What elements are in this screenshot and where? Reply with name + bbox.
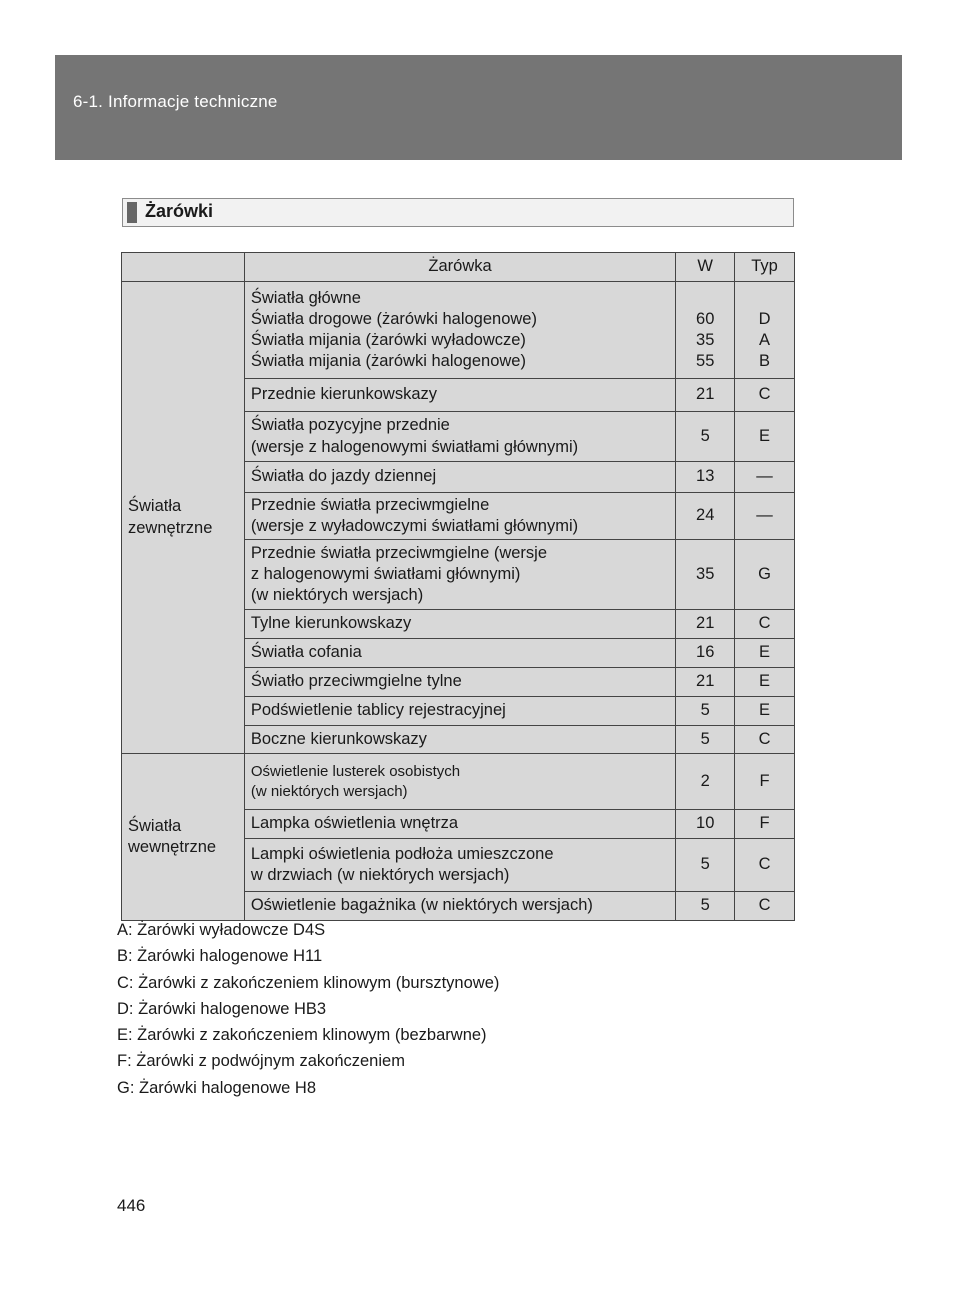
bulb-wattage-line: 5 xyxy=(700,896,710,915)
bulb-type-line: B xyxy=(759,352,771,371)
bulb-type xyxy=(735,639,795,668)
bulb-type xyxy=(735,493,795,540)
bulb-name-line: Światła mijania (żarówki halogenowe) xyxy=(250,352,526,371)
bulb-name-line: Oświetlenie bagażnika (w niektórych wersjach) xyxy=(250,896,593,915)
bulb-wattage-line: 60 xyxy=(696,309,715,328)
bulb-type-line: F xyxy=(759,771,770,790)
bulb-wattage-line: 10 xyxy=(696,814,715,833)
bulb-name-line: z halogenowymi światłami głównymi) xyxy=(250,564,521,583)
bulb-name-line: Boczne kierunkowskazy xyxy=(250,729,427,748)
section-heading xyxy=(122,198,794,227)
bulb-name-line: Światła pozycyjne przednie xyxy=(250,416,450,435)
bulb-wattage xyxy=(676,540,735,610)
bulb-wattage xyxy=(676,493,735,540)
bulb-wattage xyxy=(676,379,735,412)
bulb-type xyxy=(735,282,795,379)
bulb-name xyxy=(244,668,675,697)
bulb-wattage-line: 5 xyxy=(700,701,710,720)
bulb-wattage xyxy=(676,697,735,726)
legend-item: C: Żarówki z zakończeniem klinowym (bursztynowe) xyxy=(117,973,500,992)
bulb-wattage xyxy=(676,282,735,379)
bulb-wattage-line: 24 xyxy=(696,506,715,525)
bulb-wattage-line: 55 xyxy=(696,352,715,371)
bulb-name xyxy=(244,412,675,462)
bulb-wattage xyxy=(676,839,735,892)
bulb-type-line: E xyxy=(759,672,771,691)
col-header-type: Typ xyxy=(735,253,795,282)
bulb-type-line: C xyxy=(758,896,771,915)
bulb-name-line: Podświetlenie tablicy rejestracyjnej xyxy=(250,701,506,720)
bulb-type-line: D xyxy=(758,309,771,328)
table-row xyxy=(122,754,795,810)
bulb-wattage-line: 5 xyxy=(700,855,710,874)
bulb-name-line: Tylne kierunkowskazy xyxy=(250,614,412,633)
bulb-type-line: — xyxy=(756,506,773,525)
bulb-name xyxy=(244,839,675,892)
bulb-wattage xyxy=(676,754,735,810)
legend-item: F: Żarówki z podwójnym zakończeniem xyxy=(117,1052,405,1071)
legend-item: G: Żarówki halogenowe H8 xyxy=(117,1078,317,1097)
bulb-table xyxy=(121,252,795,921)
bulb-wattage-line: 21 xyxy=(696,614,715,633)
bulb-name xyxy=(244,754,675,810)
chapter-label: 6-1. Informacje techniczne xyxy=(73,92,278,111)
bulb-name xyxy=(244,379,675,412)
bulb-type xyxy=(735,540,795,610)
bulb-wattage-line: 21 xyxy=(696,385,715,404)
bulb-wattage xyxy=(676,892,735,921)
bulb-wattage xyxy=(676,726,735,754)
table-header-row xyxy=(122,253,795,282)
bulb-name-line: Światła mijania (żarówki wyładowcze) xyxy=(250,331,526,349)
bulb-type-line: G xyxy=(758,564,771,583)
bulb-type-line: E xyxy=(759,643,771,662)
bulb-name-line: Światło przeciwmgielne tylne xyxy=(250,672,462,691)
bulb-type-line: A xyxy=(759,331,771,349)
bulb-type-line xyxy=(741,288,788,309)
bulb-name-line: Światła cofania xyxy=(250,643,362,662)
bulb-type-line: C xyxy=(758,855,771,874)
bulb-name-line: w drzwiach (w niektórych wersjach) xyxy=(250,866,510,884)
legend-item: E: Żarówki z zakończeniem klinowym (bezbarwne) xyxy=(117,1026,487,1045)
bulb-wattage-line: 21 xyxy=(696,672,715,691)
bulb-type xyxy=(735,839,795,892)
bulb-name-line: Światła drogowe (żarówki halogenowe) xyxy=(250,309,537,328)
bulb-name xyxy=(244,282,675,379)
bulb-name-line: Oświetlenie lusterek osobistych xyxy=(250,763,461,781)
legend-item: A: Żarówki wyładowcze D4S xyxy=(117,921,326,939)
col-header-bulb: Żarówka xyxy=(244,253,675,282)
bulb-name xyxy=(244,540,675,610)
bulb-type xyxy=(735,412,795,462)
bulb-name xyxy=(244,810,675,839)
col-header-group xyxy=(122,253,245,282)
group-label-exterior: Światła zewnętrzne xyxy=(122,282,245,754)
bulb-wattage-line: 16 xyxy=(696,643,715,662)
bulb-name xyxy=(244,639,675,668)
bulb-wattage xyxy=(676,668,735,697)
bulb-wattage xyxy=(676,462,735,493)
table-row xyxy=(122,282,795,379)
page-number: 446 xyxy=(117,1196,146,1215)
bulb-wattage-line: 35 xyxy=(696,564,715,583)
section-marker xyxy=(127,202,137,223)
bulb-type-line: C xyxy=(758,614,771,633)
bulb-name xyxy=(244,462,675,493)
bulb-wattage-line: 5 xyxy=(700,426,710,445)
bulb-name-line: Lampka oświetlenia wnętrza xyxy=(250,814,459,833)
bulb-type xyxy=(735,668,795,697)
bulb-name-line: (wersje z halogenowymi światłami głównymi) xyxy=(250,437,579,456)
bulb-name xyxy=(244,610,675,639)
bulb-wattage xyxy=(676,610,735,639)
bulb-type xyxy=(735,754,795,810)
bulb-type-line: E xyxy=(759,701,771,720)
bulb-wattage-line: 5 xyxy=(700,729,710,748)
bulb-wattage xyxy=(676,412,735,462)
bulb-name-line: Lampki oświetlenia podłoża umieszczone xyxy=(250,844,554,863)
bulb-name-line: (wersje z wyładowczymi światłami głównymi) xyxy=(250,517,579,535)
bulb-name xyxy=(244,726,675,754)
bulb-type xyxy=(735,810,795,839)
legend-item: B: Żarówki halogenowe H11 xyxy=(117,947,323,966)
bulb-type-legend xyxy=(117,917,499,1101)
bulb-type xyxy=(735,892,795,921)
bulb-type-line: — xyxy=(756,467,773,486)
bulb-wattage xyxy=(676,639,735,668)
bulb-type xyxy=(735,697,795,726)
bulb-type xyxy=(735,379,795,412)
bulb-name-line: Światła główne xyxy=(250,288,361,307)
bulb-type-line: F xyxy=(759,814,770,833)
bulb-name xyxy=(244,493,675,540)
bulb-name xyxy=(244,697,675,726)
bulb-wattage-line: 2 xyxy=(700,771,710,790)
section-title: Żarówki xyxy=(145,201,214,221)
bulb-name-line: Światła do jazdy dziennej xyxy=(250,467,437,486)
bulb-name-line: Przednie kierunkowskazy xyxy=(250,385,437,404)
bulb-type xyxy=(735,462,795,493)
bulb-name-line: Przednie światła przeciwmgielne xyxy=(250,495,490,514)
bulb-type-line: C xyxy=(758,385,771,404)
bulb-name-line: (w niektórych wersjach) xyxy=(250,782,408,800)
bulb-name-line: Przednie światła przeciwmgielne (wersje xyxy=(250,543,548,562)
bulb-type xyxy=(735,726,795,754)
bulb-name-line: (w niektórych wersjach) xyxy=(250,586,424,605)
legend-item: D: Żarówki halogenowe HB3 xyxy=(117,999,327,1018)
bulb-type-line: E xyxy=(759,426,771,445)
bulb-wattage-line xyxy=(682,288,728,309)
bulb-type xyxy=(735,610,795,639)
bulb-type-line: C xyxy=(758,729,771,748)
bulb-wattage xyxy=(676,810,735,839)
bulb-wattage-line: 13 xyxy=(696,467,715,486)
bulb-wattage-line: 35 xyxy=(696,331,715,349)
col-header-watt: W xyxy=(676,253,735,282)
group-label-interior: Światła wewnętrzne xyxy=(122,754,245,921)
